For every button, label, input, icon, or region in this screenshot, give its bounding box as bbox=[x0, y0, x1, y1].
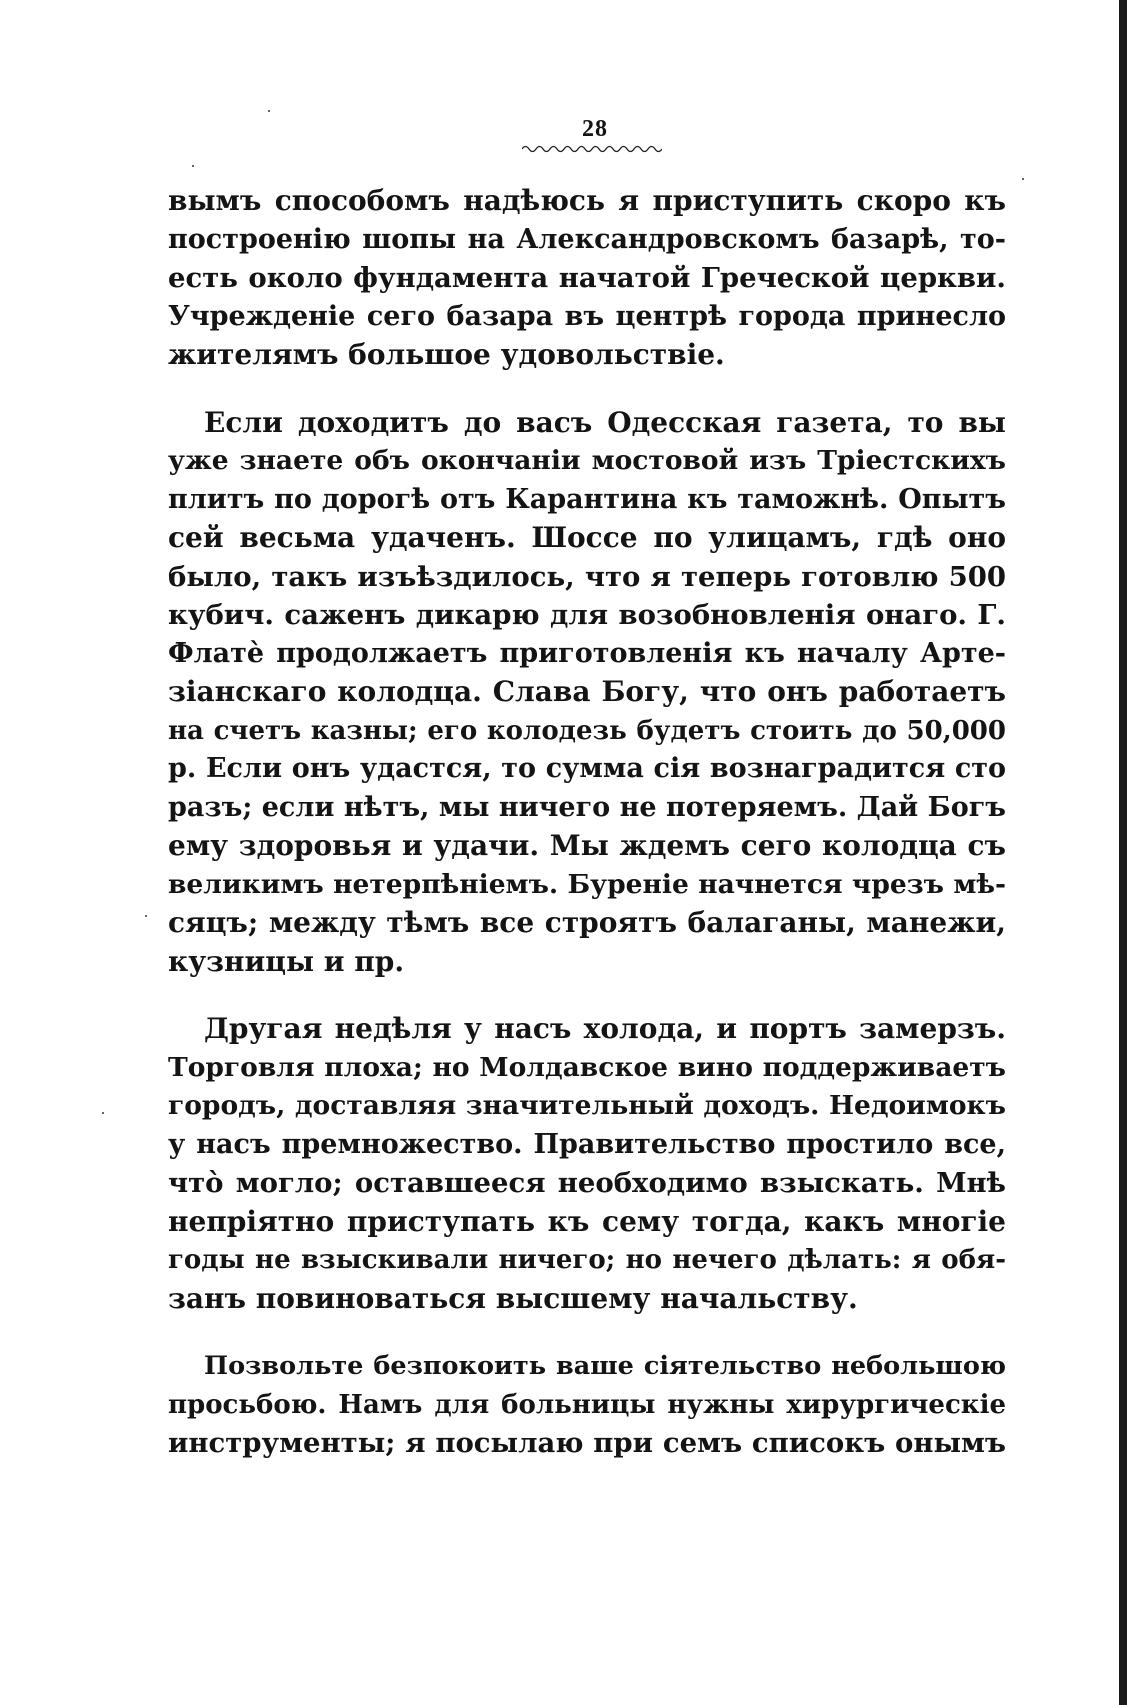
text-line: плитъ по дорогѣ отъ Карантина къ таможнѣ. Опытъ bbox=[168, 483, 1006, 515]
text-line: занъ повиноваться высшему начальству. bbox=[168, 1281, 858, 1315]
text-line: Учрежденіе сего базара въ центрѣ города принесло bbox=[168, 300, 1006, 332]
text-line: построенію шопы на Александровскомъ базарѣ, то- bbox=[168, 223, 1006, 255]
page-number: 28 bbox=[582, 116, 608, 142]
text-line: инструменты; я посылаю при семъ списокъ онымъ bbox=[168, 1427, 1006, 1459]
text-line: есть около фундамента начатой Греческой церкви. bbox=[168, 262, 1006, 294]
decorative-wavy-rule bbox=[522, 143, 662, 155]
paragraph bbox=[168, 404, 1006, 982]
text-line: что̀ могло; оставшееся необходимо взыскать. Мнѣ bbox=[168, 1167, 1006, 1199]
text-line: Торговля плоха; но Молдавское вино поддерживаетъ bbox=[168, 1051, 1006, 1083]
text-line: было, такъ изъѣздилось, что я теперь готовлю 500 bbox=[168, 560, 1006, 593]
text-line: сей весьма удаченъ. Шоссе по улицамъ, гдѣ оно bbox=[168, 521, 1006, 554]
paragraph bbox=[168, 1010, 1006, 1318]
text-line: разъ; если нѣтъ, мы ничего не потеряемъ. Дай Богъ bbox=[168, 791, 1006, 823]
scan-speck bbox=[192, 165, 194, 167]
scan-speck bbox=[268, 110, 270, 112]
text-line: у насъ премножество. Правительство простило все, bbox=[168, 1128, 1006, 1160]
page-edge-rule bbox=[1119, 0, 1127, 1705]
text-line: великимъ нетерпѣніемъ. Буреніе начнется чрезъ мѣ- bbox=[168, 868, 1006, 900]
text-line: вымъ способомъ надѣюсь я приступить скоро къ bbox=[168, 184, 1006, 217]
paragraph bbox=[168, 182, 1006, 375]
text-line: р. Если онъ удастся, то сумма сія вознаградится сто bbox=[168, 753, 1006, 784]
text-line: кубич. саженъ дикарю для возобновленія онаго. Г. bbox=[168, 599, 1006, 631]
scan-speck bbox=[102, 1112, 104, 1114]
text-line: просьбою. Намъ для больницы нужны хирургическіе bbox=[168, 1389, 1006, 1420]
scan-speck bbox=[145, 915, 147, 917]
text-line: уже знаете объ окончаніи мостовой изъ Тріестскихъ bbox=[168, 445, 1006, 476]
body-text bbox=[168, 182, 1006, 1463]
text-line: годы не взыскивали ничего; но нечего дѣлать: я обя- bbox=[168, 1245, 1006, 1275]
text-line: кузницы и пр. bbox=[168, 944, 405, 978]
scan-speck bbox=[1022, 178, 1024, 180]
text-line: на счетъ казны; его колодезь будетъ стоить до 50,000 bbox=[168, 715, 1006, 746]
text-line: Другая недѣля у насъ холода, и портъ замерзъ. bbox=[204, 1012, 1006, 1045]
text-line: городъ, доставляя значительный доходъ. Недоимокъ bbox=[168, 1090, 1006, 1121]
text-line: жителямъ большое удовольствіе. bbox=[168, 338, 725, 371]
text-line: сяцъ; между тѣмъ все строятъ балаганы, манежи, bbox=[168, 906, 1006, 939]
text-line: ему здоровья и удачи. Мы ждемъ сего колодца съ bbox=[168, 829, 1006, 862]
text-line: Если доходитъ до васъ Одесская газета, то вы bbox=[204, 405, 1006, 439]
paragraph bbox=[168, 1347, 1006, 1463]
text-line: Флатѐ продолжаетъ приготовленія къ началу Арте- bbox=[168, 637, 1006, 669]
text-line: Позвольте безпокоить ваше сіятельство небольшою bbox=[204, 1351, 1006, 1381]
text-line: непріятно приступать къ сему тогда, какъ многіе bbox=[168, 1204, 1006, 1238]
text-line: зіанскаго колодца. Слава Богу, что онъ работаетъ bbox=[168, 675, 1006, 708]
